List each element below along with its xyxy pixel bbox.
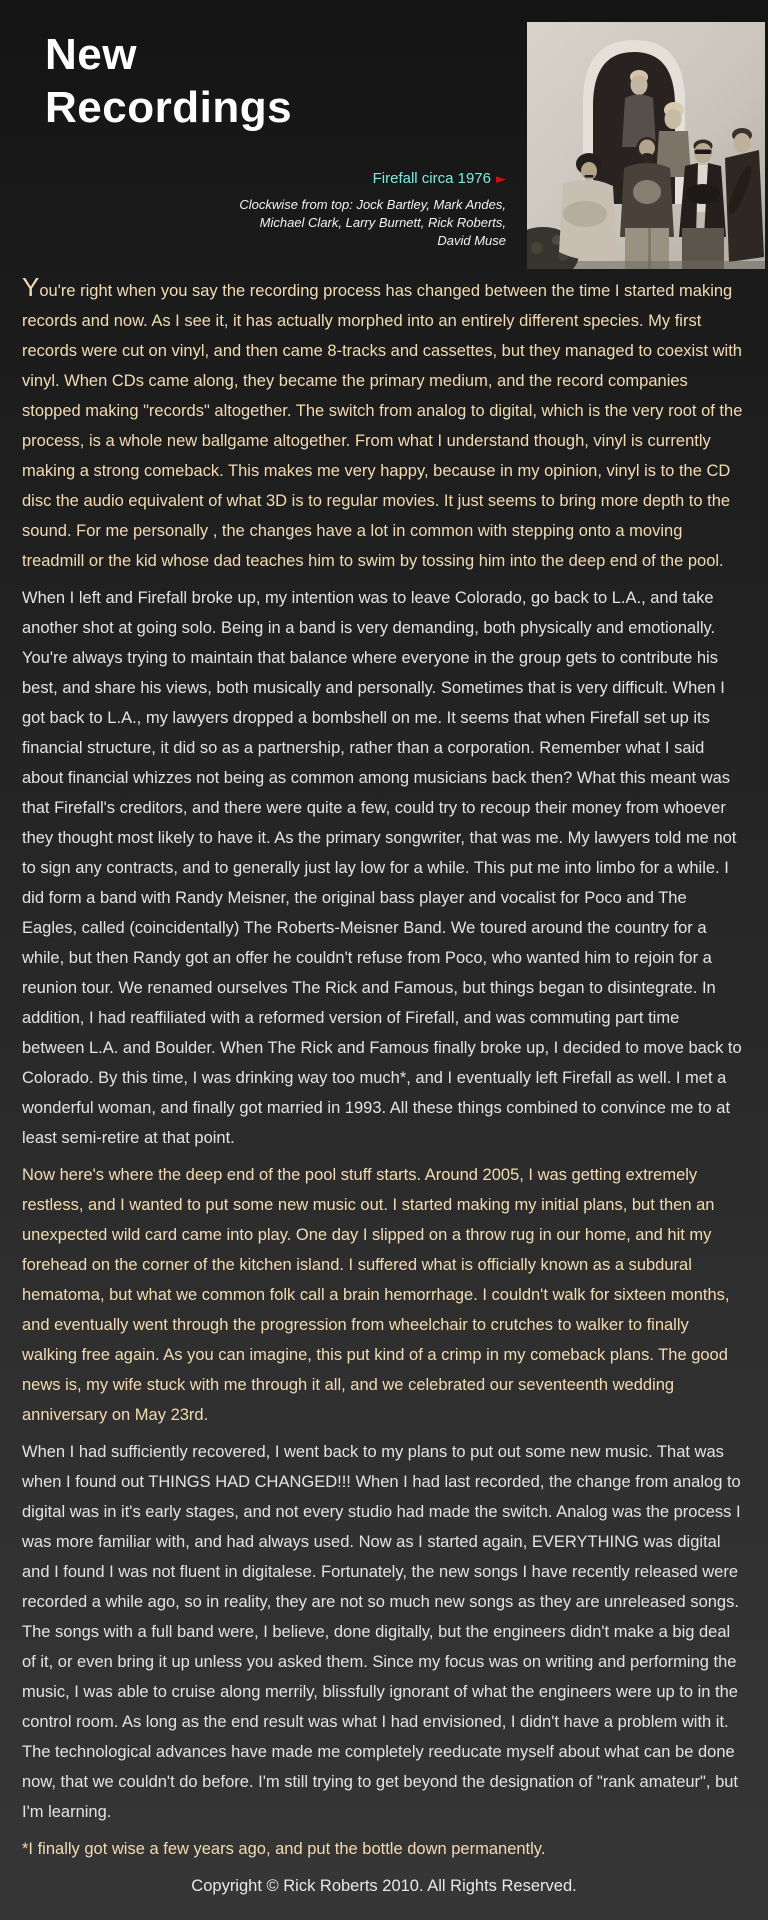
paragraph-recording-process bbox=[22, 272, 746, 576]
paragraph-leaving-firefall: When I left and Firefall broke up, my intention was to leave Colorado, go back to L.A., and take another shot at going solo. Being in a band is very demanding, both physically and emotionally. You're always trying to maintain that balance where everyone in the group gets to contribute his best, and share his views, both musically and personally. Sometimes that is very difficult. When I got back to L.A., my lawyers dropped a bombshell on me. It seems that when Firefall set up its financial structure, it did so as a partnership, rather than a corporation. Remember what I said about financial whizzes not being as common among musicians back then? What this meant was that Firefall's creditors, and there were quite a few, could try to recoup their money from whoever they thought most likely to have it. As the primary songwriter, that was me. My lawyers told me not to sign any contracts, and to generally just lay low for a while. This put me into limbo for a while. I did form a band with Randy Meisner, the original bass player and vocalist for Poco and The Eagles, called (coincidentally) The Roberts-Meisner Band. We toured around the country for a while, but then Randy got an offer he couldn't refuse from Poco, who wanted him to rejoin for a reunion tour. We renamed ourselves The Rick and Famous, but things began to disintegrate. In addition, I had reaffiliated with a reformed version of Firefall, and was commuting part time between L.A. and Boulder. When The Rick and Famous finally broke up, I decided to move back to Colorado. By this time, I was drinking way too much*, and I eventually left Firefall as well. I met a wonderful woman, and finally got married in 1993. All these things combined to convince me to at least semi-retire at that point. bbox=[22, 589, 742, 1147]
photo-caption bbox=[239, 196, 506, 250]
photo-label bbox=[373, 170, 506, 187]
band-photo-image bbox=[527, 22, 765, 269]
copyright-notice: Copyright © Rick Roberts 2010. All Rights Reserved. bbox=[191, 1877, 577, 1895]
photo-label-text: Firefall circa 1976 bbox=[372, 170, 491, 187]
page-header bbox=[0, 0, 768, 272]
paragraph-things-changed: When I had sufficiently recovered, I went back to my plans to put out some new music. That was when I found out THINGS HAD CHANGED!!! When I had last recorded, the change from analog to digital was in it's early stages, and not every studio had made the switch. Analog was the process I was more familiar with, and had always used. Now as I started again, EVERYTHING was digital and I found I was not fluent in digitalese. Fortunately, the new songs I have recently released were recorded a while ago, so in reality, they are not so much new songs as they are unreleased songs. The songs with a full band were, I believe, done digitally, but the engineers didn't make a big deal of it, or even bring it up unless you asked them. Since my focus was on writing and performing the music, I was able to cruise along merrily, blissfully ignorant of what the engineers were up to in the control room. As long as the end result was what I had envisioned, I didn't have a problem with it. The technological advances have made me completely reeducate myself about what can be done now, that we couldn't do before. I'm still trying to get beyond the designation of "rank amateur", but I'm learning. bbox=[22, 1443, 741, 1821]
dropcap-initial: Y bbox=[22, 272, 40, 302]
article-body bbox=[0, 272, 768, 1901]
band-photo bbox=[527, 22, 765, 269]
page-title bbox=[45, 28, 292, 134]
photo-caption-line-2: Michael Clark, Larry Burnett, Rick Roberts, bbox=[259, 215, 506, 230]
paragraph-deep-end: Now here's where the deep end of the pool stuff starts. Around 2005, I was getting extremely restless, and I wanted to put some new music out. I started making my initial plans, but then an unexpected wild card came into play. One day I slipped on a throw rug in our home, and hit my forehead on the corner of the kitchen island. I suffered what is officially known as a subdural hematoma, but what we common folk call a brain hemorrhage. I couldn't walk for sixteen months, and eventually went through the progression from wheelchair to crutches to walker to finally walking free again. As you can imagine, this put kind of a crimp in my comeback plans. The good news is, my wife stuck with me through it all, and we celebrated our seventeenth wedding anniversary on May 23rd. bbox=[22, 1166, 730, 1424]
photo-caption-line-3: David Muse bbox=[437, 233, 506, 248]
photo-caption-line-1: Clockwise from top: Jock Bartley, Mark Andes, bbox=[239, 197, 506, 212]
title-line-2: Recordings bbox=[45, 83, 293, 132]
title-line-1: New bbox=[45, 30, 137, 79]
paragraph-recording-process-text: ou're right when you say the recording process has changed between the time I started making records and now. As I see it, it has actually morphed into an entirely different species. My first records were cut on vinyl, and then came 8-tracks and cassettes, but they managed to coexist with vinyl. When CDs came along, they became the primary medium, and the record companies stopped making "records" altogether. The switch from analog to digital, which is the very root of the process, is a whole new ballgame altogether. From what I understand though, vinyl is currently making a strong comeback. This makes me very happy, because in my opinion, vinyl is to the CD disc the audio equivalent of what 3D is to regular movies. It just seems to bring more depth to the sound. For me personally , the changes have a lot in common with stepping onto a moving treadmill or the kid whose dad teaches him to swim by tossing him into the deep end of the pool. bbox=[22, 282, 743, 570]
arrow-right-icon: ► bbox=[496, 172, 506, 187]
footnote: *I finally got wise a few years ago, and put the bottle down permanently. bbox=[22, 1840, 546, 1858]
